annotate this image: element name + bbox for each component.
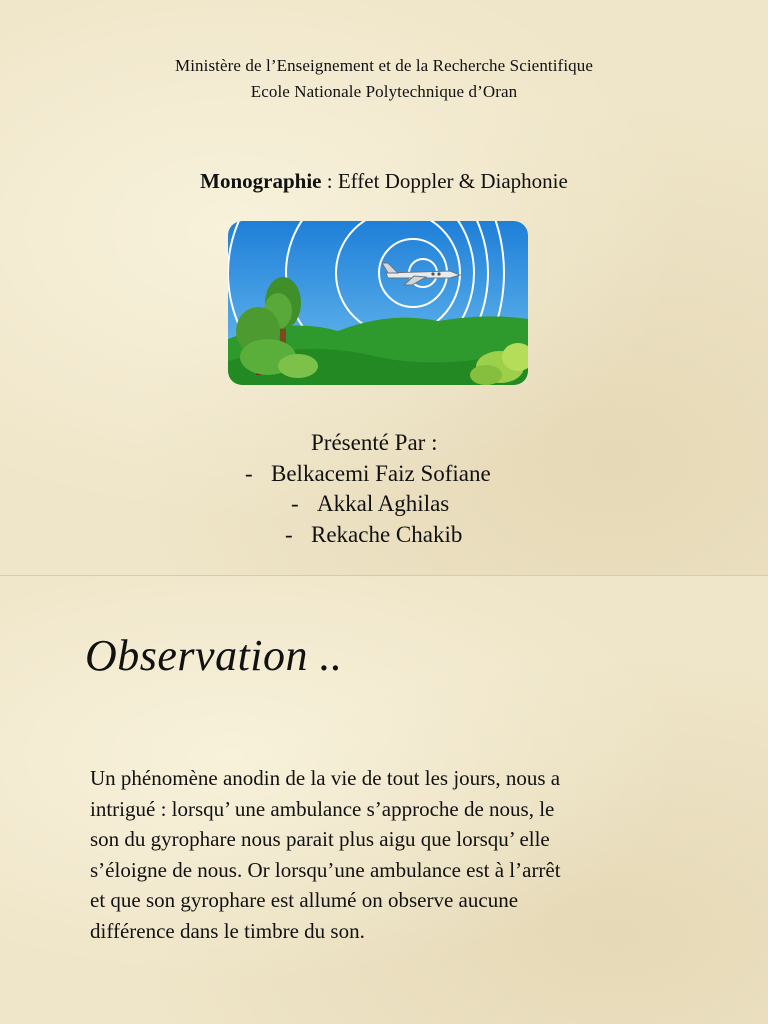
list-dash: - (245, 460, 253, 486)
paragraph-line: et que son gyrophare est allumé on observe aucune (90, 888, 519, 912)
author-name: Belkacemi Faiz Sofiane (271, 460, 491, 486)
author-row (245, 459, 491, 490)
doppler-illustration-svg (228, 221, 528, 385)
author-name: Akkal Aghilas (317, 491, 450, 516)
presented-by-label: Présenté Par : (311, 430, 438, 455)
observation-heading: Observation .. (85, 631, 343, 680)
presenters-block (245, 428, 491, 550)
doppler-airplane-illustration (228, 221, 528, 385)
ministry-heading: Ministère de l’Enseignement et de la Recherche Scientifique (175, 56, 593, 75)
paragraph-line: son du gyrophare nous parait plus aigu que lorsqu’ elle (90, 827, 550, 851)
list-dash: - (285, 521, 293, 547)
title-separator: : (321, 169, 338, 193)
school-heading: Ecole Nationale Polytechnique d’Oran (250, 82, 518, 101)
paragraph-line: intrigué : lorsqu’ une ambulance s’approche de nous, le (90, 796, 555, 821)
monograph-title (0, 169, 768, 194)
list-dash: - (291, 491, 299, 516)
observation-paragraph (90, 763, 690, 946)
author-row (245, 489, 491, 520)
paragraph-line: différence dans le timbre du son. (90, 918, 365, 943)
author-row (245, 520, 491, 551)
monograph-label: Monographie (200, 169, 322, 193)
paragraph-line: s’éloigne de nous. Or lorsqu’une ambulance est à l’arrêt (90, 857, 561, 882)
paragraph-line: Un phénomène anodin de la vie de tout les jours, nous a (90, 766, 561, 790)
author-name: Rekache Chakib (311, 521, 463, 547)
monograph-topic: Effet Doppler & Diaphonie (337, 169, 568, 193)
